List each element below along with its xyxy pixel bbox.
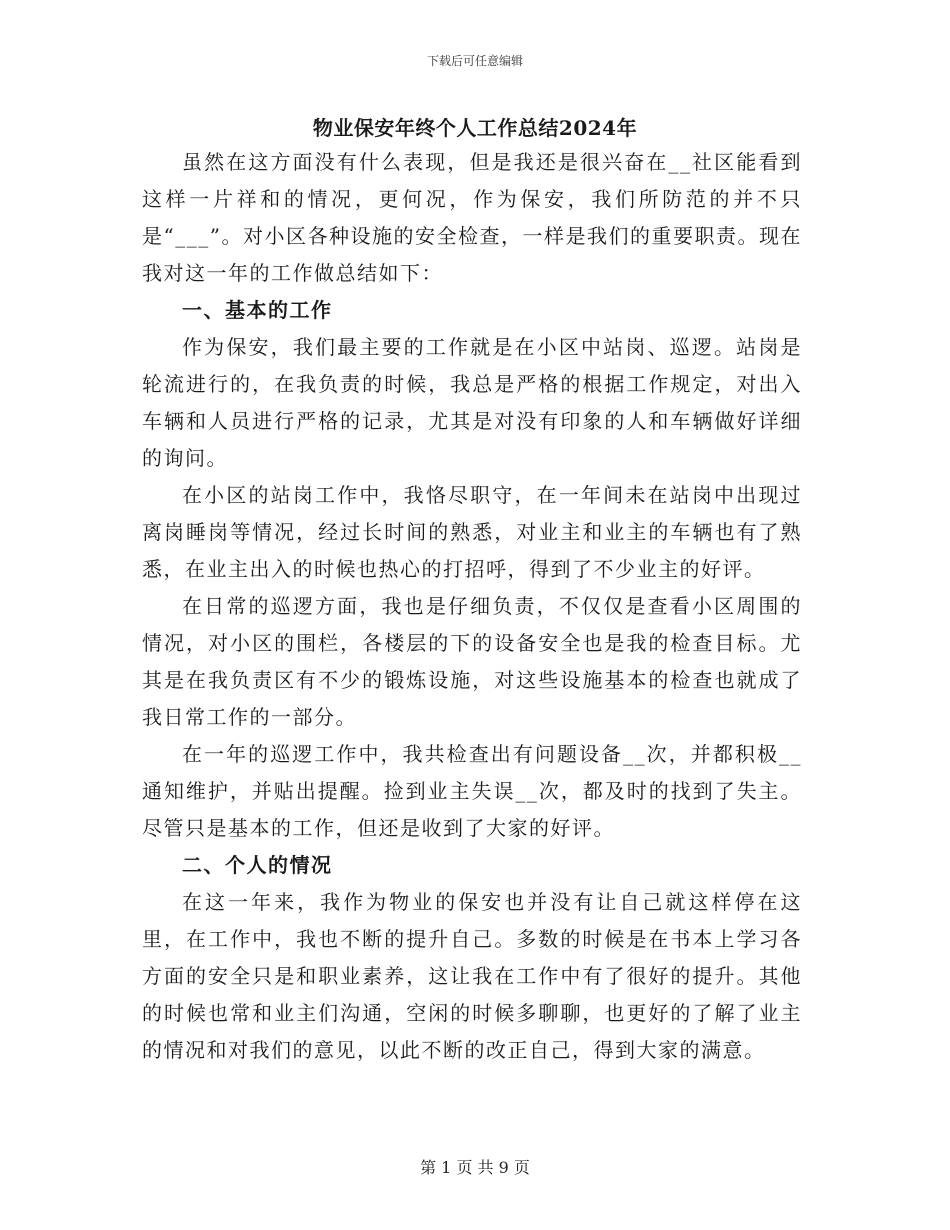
paragraph-results: 在一年的巡逻工作中，我共检查出有问题设备__次，并都积极__通知维护，并贴出提醒。捡到业主失误__次，都及时的找到了失主。尽管只是基本的工作，但还是收到了大家的好评。 xyxy=(142,742,802,840)
paragraph-intro: 虽然在这方面没有什么表现，但是我还是很兴奋在__社区能看到这样一片祥和的情况，更何况，作为保安，我们所防范的并不只是“___”。对小区各种设施的安全检查，一样是我们的重要职责。现在我对这一年的工作做总结如下： xyxy=(142,150,802,285)
section-heading-personal: 二、个人的情况 xyxy=(182,853,333,877)
header-note: 下载后可任意编辑 xyxy=(426,54,523,68)
paragraph-post: 在小区的站岗工作中，我恪尽职守，在一年间未在站岗中出现过离岗睡岗等情况，经过长时间的熟悉，对业主和业主的车辆也有了熟悉，在业主出入的时候也热心的打招呼，得到了不少业主的好评。 xyxy=(142,483,802,581)
section-heading-basic-work: 一、基本的工作 xyxy=(182,298,333,322)
document-body xyxy=(142,144,802,1069)
paragraph-duty: 作为保安，我们最主要的工作就是在小区中站岗、巡逻。站岗是轮流进行的，在我负责的时候，我总是严格的根据工作规定，对出入车辆和人员进行严格的记录，尤其是对没有印象的人和车辆做好详细的询问。 xyxy=(142,335,802,470)
paragraph-patrol: 在日常的巡逻方面，我也是仔细负责，不仅仅是查看小区周围的情况，对小区的围栏，各楼层的下的设备安全也是我的检查目标。尤其是在我负责区有不少的锻炼设施，对这些设施基本的检查也就成了我日常工作的一部分。 xyxy=(142,594,802,729)
paragraph-personal: 在这一年来，我作为物业的保安也并没有让自己就这样停在这里，在工作中，我也不断的提升自己。多数的时候是在书本上学习各方面的安全只是和职业素养，这让我在工作中有了很好的提升。其他的时候也常和业主们沟通，空闲的时候多聊聊，也更好的了解了业主的情况和对我们的意见，以此不断的改正自己，得到大家的满意。 xyxy=(142,890,802,1062)
document-title: 物业保安年终个人工作总结2024年 xyxy=(312,116,638,140)
page-footer: 第 1 页 共 9 页 xyxy=(420,1158,530,1177)
